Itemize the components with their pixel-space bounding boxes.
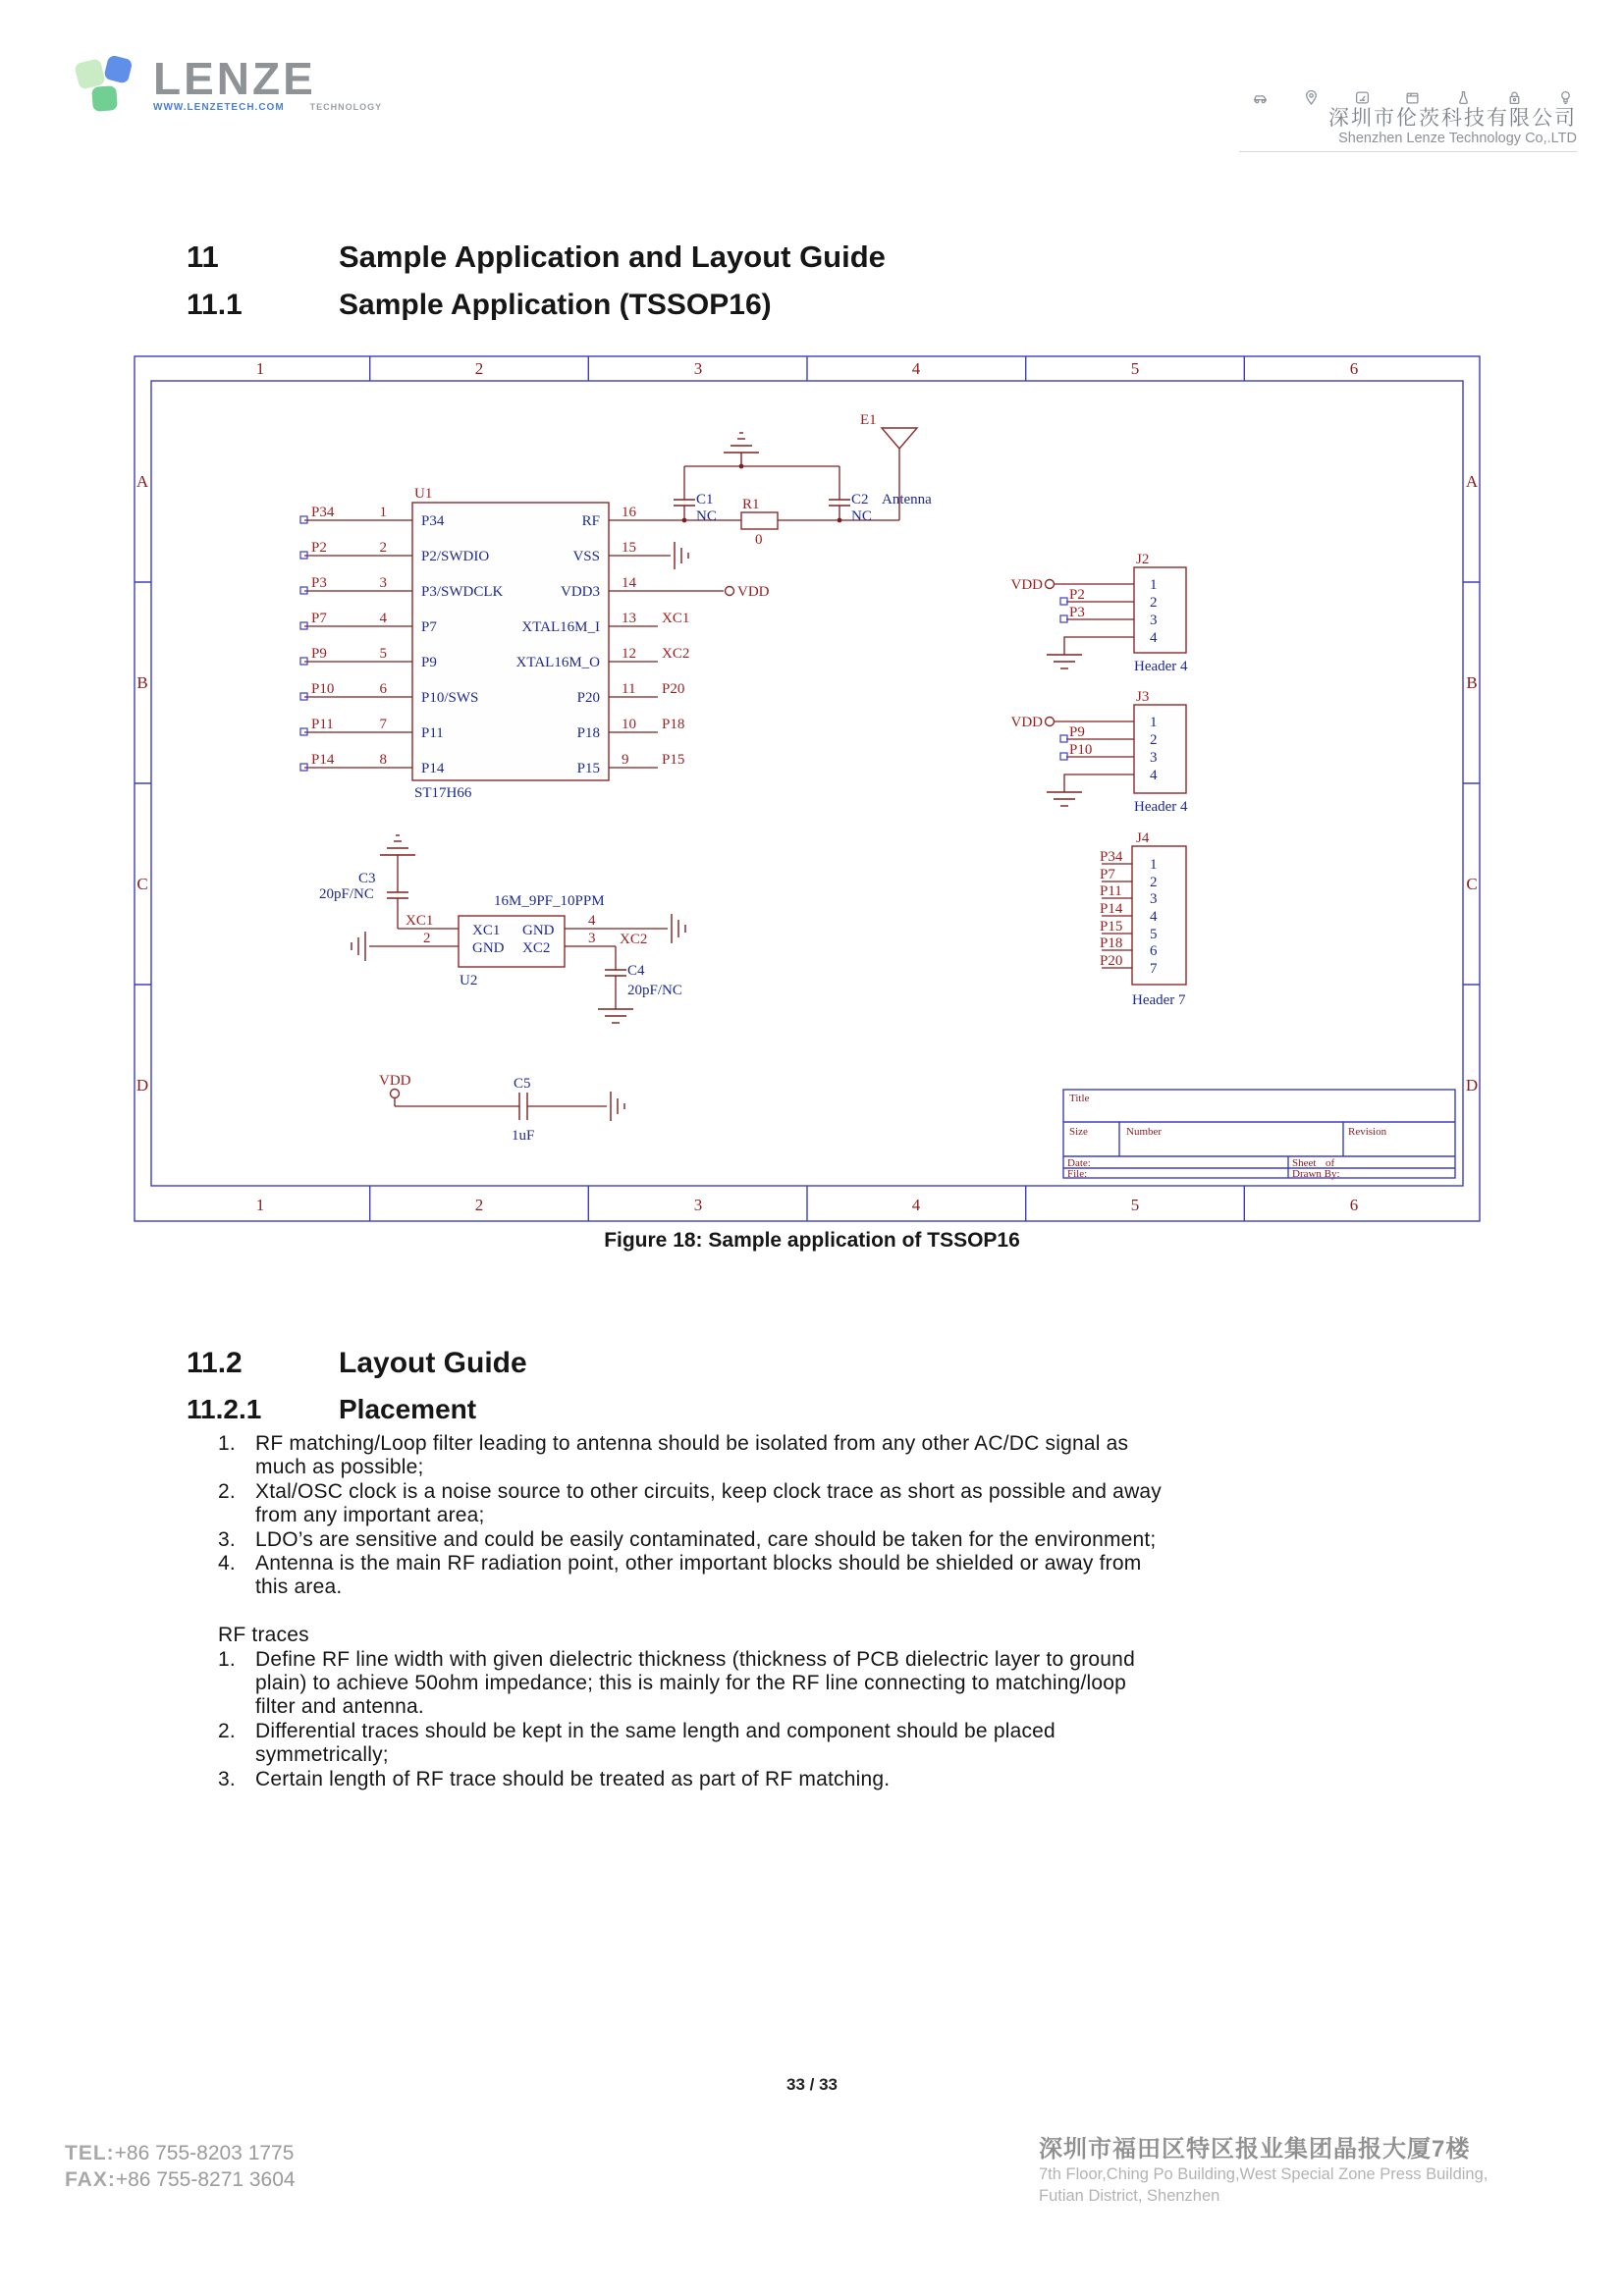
figure-caption: Figure 18: Sample application of TSSOP16 [604, 1229, 1020, 1252]
svg-text:P15: P15 [576, 761, 600, 776]
svg-text:Sheet: Sheet [1292, 1157, 1317, 1169]
heading-title: Sample Application and Layout Guide [339, 240, 886, 274]
j2-connector [1011, 552, 1189, 674]
heading-number: 11.1 [187, 289, 243, 321]
svg-text:P7: P7 [421, 619, 437, 635]
svg-text:Revision: Revision [1348, 1126, 1387, 1138]
heading-number: 11 [187, 240, 219, 274]
svg-text:3: 3 [1150, 613, 1158, 628]
svg-text:1: 1 [1150, 715, 1158, 730]
svg-text:20pF/NC: 20pF/NC [627, 983, 682, 998]
svg-text:ST17H66: ST17H66 [414, 785, 472, 801]
svg-text:7: 7 [379, 717, 387, 732]
svg-text:0: 0 [755, 532, 763, 548]
svg-text:3: 3 [1150, 891, 1158, 907]
meter-icon [1355, 90, 1370, 105]
ground-symbol [675, 542, 688, 569]
svg-text:XTAL16M_O: XTAL16M_O [515, 655, 600, 670]
r1-resistor [741, 497, 778, 548]
svg-text:P34: P34 [421, 513, 445, 529]
e1-antenna [860, 412, 932, 520]
c4-capacitor [598, 946, 682, 1023]
svg-text:7: 7 [1150, 961, 1158, 977]
svg-text:1: 1 [379, 505, 387, 520]
vdd-power-port [726, 587, 734, 596]
svg-text:Date:: Date: [1067, 1157, 1091, 1169]
svg-text:P18: P18 [576, 725, 600, 741]
svg-text:P10/SWS: P10/SWS [421, 690, 479, 706]
map-pin-icon [1304, 90, 1319, 105]
svg-text:B: B [136, 673, 148, 692]
svg-text:P18: P18 [1100, 935, 1123, 951]
svg-text:3: 3 [379, 575, 387, 591]
svg-text:E1: E1 [860, 412, 877, 428]
svg-text:VDD: VDD [379, 1073, 411, 1089]
car-icon [1253, 90, 1268, 105]
heading-11 [187, 240, 886, 275]
svg-text:C4: C4 [627, 963, 645, 979]
svg-text:P9: P9 [311, 646, 327, 662]
svg-text:VSS: VSS [572, 549, 600, 564]
svg-text:P20: P20 [1100, 953, 1123, 969]
c1-capacitor [674, 466, 717, 524]
svg-text:P10: P10 [1069, 742, 1093, 758]
placement-item-2: 2. Xtal/OSC clock is a noise source to other circuits, keep clock trace as short as possible and away from any important area; [218, 1479, 1163, 1527]
svg-text:P34: P34 [311, 505, 335, 520]
svg-text:9: 9 [622, 752, 629, 768]
svg-text:XC2: XC2 [620, 932, 648, 947]
svg-text:P20: P20 [576, 690, 600, 706]
heading-11-2 [187, 1347, 527, 1380]
tel-label: TEL: [65, 2142, 115, 2164]
brand-name: LENZE [153, 53, 316, 104]
heading-11-2-1 [187, 1394, 476, 1425]
svg-text:6: 6 [1150, 943, 1158, 959]
svg-text:VDD: VDD [737, 584, 770, 600]
svg-text:P15: P15 [662, 752, 685, 768]
svg-text:2: 2 [423, 931, 431, 946]
svg-text:Header 4: Header 4 [1134, 659, 1188, 674]
address-cn: 深圳市福田区特区报业集团晶报大厦7楼 [1039, 2136, 1471, 2163]
svg-text:P3: P3 [1069, 605, 1085, 620]
svg-text:4: 4 [911, 1196, 921, 1214]
svg-text:C: C [1466, 875, 1478, 893]
svg-text:2: 2 [474, 1196, 484, 1214]
svg-text:Number: Number [1126, 1126, 1163, 1138]
page-number: 33 / 33 [786, 2075, 838, 2094]
heading-title: Layout Guide [339, 1347, 527, 1379]
rf-item-1: 1. Define RF line width with given dielectric thickness (thickness of PCB dielectric layer to ground plain) to achieve 50ohm impedance; this is mainly for the RF line connecting to matching/loop filter and antenna. [218, 1647, 1135, 1719]
svg-text:RF: RF [581, 513, 600, 529]
svg-text:6: 6 [379, 681, 387, 697]
svg-text:Size: Size [1069, 1126, 1088, 1138]
sheet-frame [135, 356, 1480, 1221]
svg-text:12: 12 [622, 646, 636, 662]
svg-text:R1: R1 [742, 497, 760, 512]
svg-text:P18: P18 [662, 717, 685, 732]
svg-text:2: 2 [1150, 595, 1158, 611]
placement-item-3: 3. LDO’s are sensitive and could be easily contaminated, care should be taken for the environment; [218, 1527, 1157, 1551]
svg-text:2: 2 [1150, 875, 1158, 890]
svg-text:GND: GND [472, 940, 505, 956]
svg-text:4: 4 [911, 359, 921, 378]
fax-number: +86 755-8271 3604 [115, 2168, 296, 2191]
svg-text:VDD: VDD [1010, 577, 1043, 593]
svg-text:2: 2 [1150, 732, 1158, 748]
svg-text:P2: P2 [1069, 587, 1085, 603]
svg-text:6: 6 [1349, 359, 1359, 378]
brand-tagline: TECHNOLOGY [309, 102, 383, 112]
svg-text:File:: File: [1067, 1168, 1088, 1180]
fax-label: FAX: [65, 2168, 116, 2191]
company-icons-row [1239, 90, 1577, 107]
svg-text:XC2: XC2 [662, 646, 690, 662]
svg-text:10: 10 [622, 717, 636, 732]
svg-text:P9: P9 [1069, 724, 1085, 740]
ground-symbol [611, 1092, 624, 1121]
svg-text:XC2: XC2 [522, 940, 551, 956]
svg-text:5: 5 [379, 646, 387, 662]
svg-text:C: C [136, 875, 148, 893]
svg-text:P15: P15 [1100, 919, 1123, 934]
heading-title: Placement [339, 1394, 477, 1424]
c3-capacitor [319, 835, 415, 929]
svg-text:13: 13 [622, 611, 636, 626]
svg-text:20pF/NC: 20pF/NC [319, 886, 374, 902]
svg-text:XC1: XC1 [662, 611, 690, 626]
svg-text:C5: C5 [514, 1076, 531, 1092]
svg-text:P9: P9 [421, 655, 437, 670]
j3-connector [1011, 689, 1189, 815]
svg-text:5: 5 [1150, 927, 1158, 942]
svg-text:A: A [1465, 472, 1479, 491]
heading-title: Sample Application (TSSOP16) [339, 289, 772, 321]
svg-text:J4: J4 [1136, 830, 1150, 846]
svg-text:A: A [135, 472, 149, 491]
svg-text:P3/SWDCLK: P3/SWDCLK [421, 584, 504, 600]
svg-text:P7: P7 [1100, 867, 1115, 882]
company-name-cn: 深圳市伦茨科技有限公司 [1328, 107, 1577, 130]
flask-icon [1456, 90, 1471, 105]
svg-text:P14: P14 [1100, 901, 1123, 917]
rf-item-2: 2. Differential traces should be kept in the same length and component should be placed symmetrically; [218, 1719, 1056, 1767]
lock-icon [1507, 90, 1522, 105]
svg-text:4: 4 [379, 611, 387, 626]
svg-text:NC: NC [851, 508, 872, 524]
rf-traces-heading: RF traces [218, 1624, 309, 1647]
footer-contact [65, 2140, 296, 2193]
svg-text:4: 4 [1150, 768, 1158, 783]
svg-text:VDD: VDD [1010, 715, 1043, 730]
ground-symbol [352, 932, 365, 961]
rf-top-net [684, 433, 839, 468]
svg-text:P14: P14 [311, 752, 335, 768]
svg-text:D: D [1465, 1076, 1479, 1095]
svg-text:Title: Title [1069, 1093, 1090, 1104]
svg-text:C1: C1 [696, 492, 714, 507]
svg-text:Header 4: Header 4 [1134, 799, 1188, 815]
svg-text:P11: P11 [1100, 883, 1122, 899]
address-en-line1: 7th Floor,Ching Po Building,West Special Zone Press Building, [1039, 2165, 1489, 2183]
svg-text:D: D [135, 1076, 149, 1095]
svg-text:P11: P11 [421, 725, 444, 741]
u1-ic [412, 486, 609, 801]
svg-text:XC1: XC1 [472, 923, 501, 938]
svg-text:1: 1 [255, 1196, 265, 1214]
ground-symbol [1047, 655, 1082, 668]
heading-11-1 [187, 289, 772, 322]
heading-number: 11.2.1 [187, 1394, 262, 1424]
placement-item-4: 4. Antenna is the main RF radiation point, other important blocks should be shielded or away from this area. [218, 1552, 1142, 1599]
svg-text:P3: P3 [311, 575, 327, 591]
body-text [218, 1432, 1524, 1791]
ground-symbol [672, 914, 685, 943]
svg-text:8: 8 [379, 752, 387, 768]
svg-text:P11: P11 [311, 717, 334, 732]
svg-text:3: 3 [693, 1196, 703, 1214]
svg-text:16M_9PF_10PPM: 16M_9PF_10PPM [494, 893, 605, 909]
svg-text:P20: P20 [662, 681, 685, 697]
svg-text:P34: P34 [1100, 849, 1123, 865]
svg-text:P10: P10 [311, 681, 335, 697]
lenze-logo [69, 49, 382, 118]
svg-text:6: 6 [1349, 1196, 1359, 1214]
svg-text:4: 4 [588, 913, 596, 929]
tel-number: +86 755-8203 1775 [114, 2142, 295, 2164]
cube-logo-icon [69, 49, 139, 118]
svg-text:C2: C2 [851, 492, 869, 507]
package-icon [1405, 90, 1420, 105]
svg-text:U2: U2 [460, 973, 478, 988]
heading-number: 11.2 [187, 1347, 243, 1379]
svg-text:XC1: XC1 [406, 913, 434, 929]
svg-text:1: 1 [1150, 857, 1158, 873]
title-block [1063, 1090, 1455, 1180]
c2-capacitor [829, 466, 872, 524]
svg-text:XTAL16M_I: XTAL16M_I [521, 619, 600, 635]
rf-item-3: 3. Certain length of RF trace should be treated as part of RF matching. [218, 1767, 891, 1790]
schematic-figure [134, 355, 1481, 1223]
svg-text:B: B [1466, 673, 1478, 692]
svg-text:of: of [1326, 1157, 1335, 1169]
bulb-icon [1558, 90, 1573, 105]
svg-text:4: 4 [1150, 909, 1158, 925]
svg-text:1uF: 1uF [512, 1128, 535, 1144]
svg-text:1: 1 [1150, 577, 1158, 593]
placement-item-1: 1. RF matching/Loop filter leading to antenna should be isolated from any other AC/DC signal as much as possible; [218, 1432, 1129, 1479]
svg-text:P7: P7 [311, 611, 327, 626]
svg-text:11: 11 [622, 681, 636, 697]
svg-text:J2: J2 [1136, 552, 1150, 567]
svg-text:1: 1 [255, 359, 265, 378]
svg-text:3: 3 [693, 359, 703, 378]
ground-symbol [1047, 792, 1082, 806]
company-name-en: Shenzhen Lenze Technology Co,.LTD [1239, 130, 1577, 152]
svg-text:2: 2 [379, 540, 387, 556]
svg-text:14: 14 [622, 575, 636, 591]
svg-text:16: 16 [622, 505, 636, 520]
c5-capacitor [379, 1073, 624, 1144]
svg-text:5: 5 [1130, 359, 1140, 378]
svg-text:Header 7: Header 7 [1132, 992, 1186, 1008]
svg-text:C3: C3 [358, 871, 376, 886]
svg-text:NC: NC [696, 508, 717, 524]
svg-text:P2/SWDIO: P2/SWDIO [421, 549, 490, 564]
company-block [1239, 90, 1577, 152]
svg-text:2: 2 [474, 359, 484, 378]
svg-text:J3: J3 [1136, 689, 1150, 705]
j4-connector [1100, 830, 1186, 1008]
address-en-line2: Futian District, Shenzhen [1039, 2187, 1220, 2205]
brand-website: WWW.LENZETECH.COM [153, 102, 285, 113]
svg-text:U1: U1 [414, 486, 433, 502]
svg-text:4: 4 [1150, 630, 1158, 646]
svg-text:VDD3: VDD3 [561, 584, 600, 600]
svg-text:P2: P2 [311, 540, 327, 556]
svg-text:P14: P14 [421, 761, 445, 776]
svg-text:15: 15 [622, 540, 636, 556]
svg-text:5: 5 [1130, 1196, 1140, 1214]
svg-text:GND: GND [522, 923, 555, 938]
svg-text:3: 3 [1150, 750, 1158, 766]
svg-text:Drawn By:: Drawn By: [1292, 1168, 1340, 1180]
footer-address [1039, 2136, 1589, 2207]
svg-text:Antenna: Antenna [882, 492, 932, 507]
svg-text:3: 3 [588, 931, 596, 946]
